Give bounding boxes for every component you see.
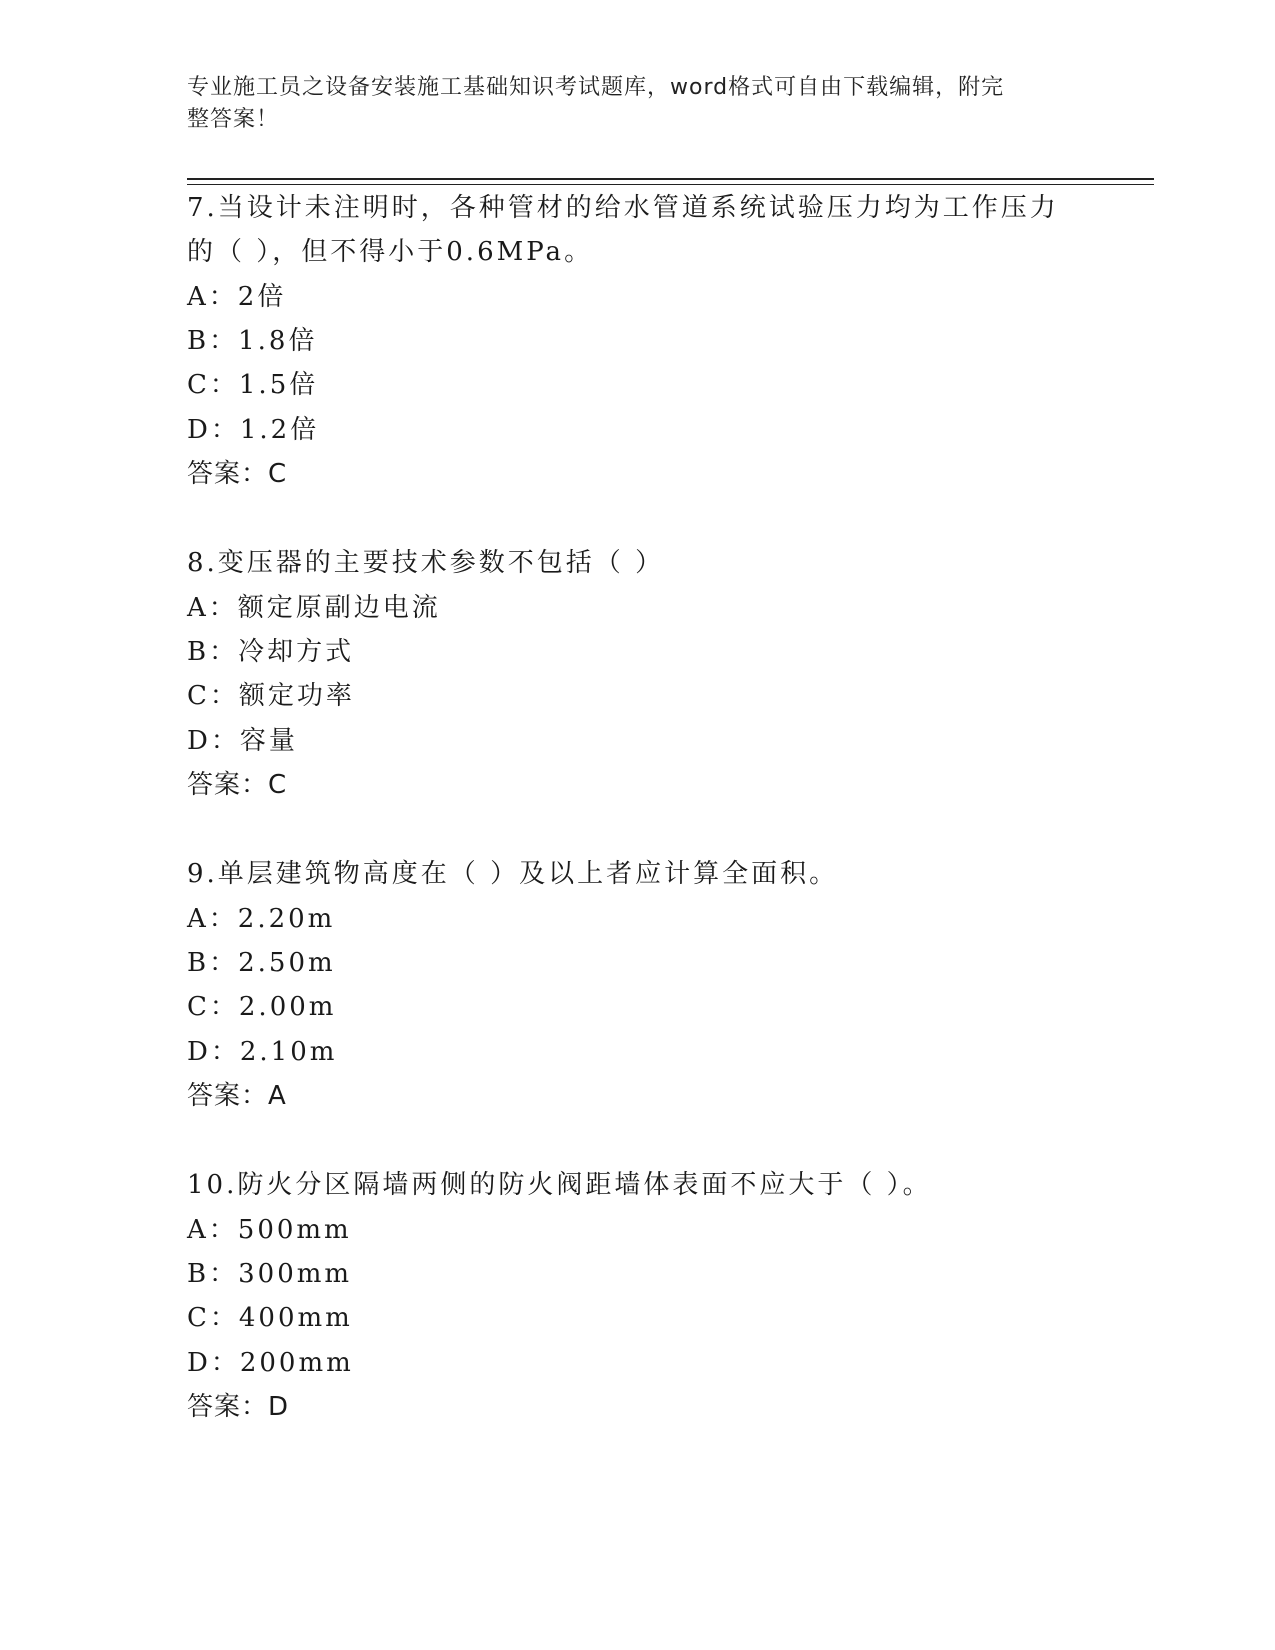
option-b: B：2.50m [187,948,336,978]
question-stem-line-1: 7.当设计未注明时，各种管材的给水管道系统试验压力均为工作压力 [187,193,1059,223]
question-stem-line-2: 的（ ），但不得小于0.6MPa。 [187,237,594,267]
option-d: D：200mm [187,1348,354,1378]
header-divider-thin [187,184,1154,185]
option-b: B：冷却方式 [187,637,355,667]
answer: 答案：D [187,1392,290,1422]
answer: 答案：C [187,459,288,489]
header-line-2: 整答案！ [187,107,280,132]
option-a: A：2倍 [187,282,287,312]
option-b: B：300mm [187,1259,353,1289]
option-a: A：额定原副边电流 [187,593,441,623]
option-a: A：2.20m [187,904,336,934]
question-stem-line-1: 9.单层建筑物高度在（ ）及以上者应计算全面积。 [187,859,839,889]
option-c: C：400mm [187,1303,353,1333]
question-stem-line-1: 10.防火分区隔墙两侧的防火阀距墙体表面不应大于（ ）。 [187,1170,932,1200]
answer: 答案：A [187,1081,287,1111]
header-divider-thick [187,178,1154,180]
document-header [187,72,1067,136]
option-c: C：额定功率 [187,681,355,711]
question-stem-line-1: 8.变压器的主要技术参数不包括（ ） [187,548,665,578]
option-d: D：2.10m [187,1037,338,1067]
header-line-1: 专业施工员之设备安装施工基础知识考试题库，word格式可自由下载编辑，附完 [187,75,1005,100]
option-c: C：1.5倍 [187,370,319,400]
option-d: D：容量 [187,726,298,756]
option-c: C：2.00m [187,992,337,1022]
option-d: D：1.2倍 [187,415,320,445]
option-a: A：500mm [187,1215,352,1245]
option-b: B：1.8倍 [187,326,318,356]
answer: 答案：C [187,770,288,800]
